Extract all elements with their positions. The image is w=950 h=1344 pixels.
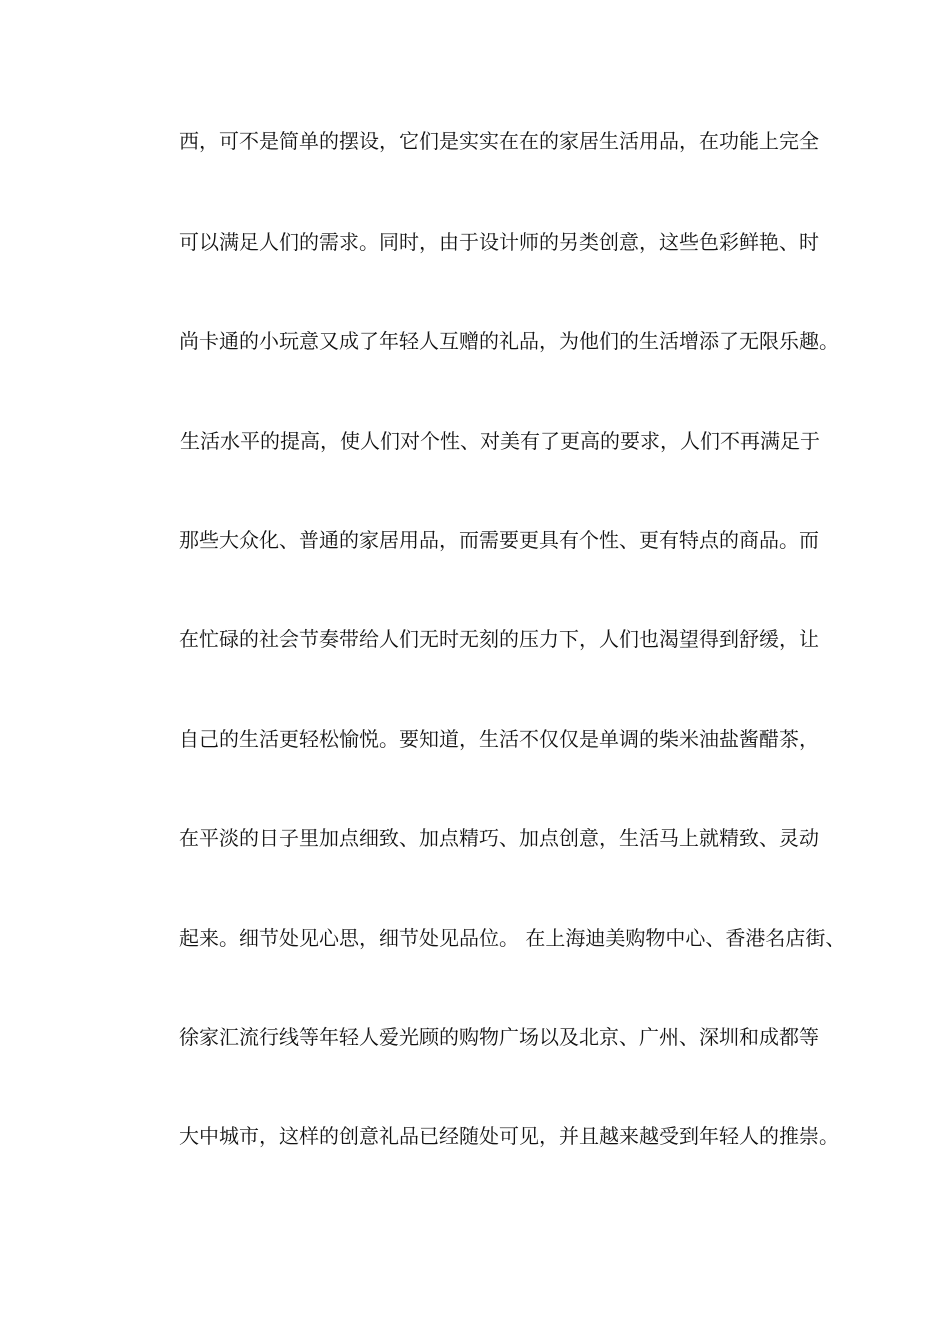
text-line: 大中城市，这样的创意礼品已经随处可见，并且越来越受到年轻人的推崇。 (179, 1124, 839, 1148)
text-line: 起来。细节处见心思，细节处见品位。 在上海迪美购物中心、香港名店街、 (179, 926, 846, 950)
text-line: 生活水平的提高，使人们对个性、对美有了更高的要求，人们不再满足于 (180, 429, 820, 453)
text-line: 可以满足人们的需求。同时，由于设计师的另类创意，这些色彩鲜艳、时 (179, 230, 819, 254)
text-line: 那些大众化、普通的家居用品，而需要更具有个性、更有特点的商品。而 (179, 528, 819, 552)
text-line: 在平淡的日子里加点细致、加点精巧、加点创意，生活马上就精致、灵动 (179, 826, 819, 850)
text-line: 西，可不是简单的摆设，它们是实实在在的家居生活用品，在功能上完全 (179, 129, 819, 153)
text-line: 徐家汇流行线等年轻人爱光顾的购物广场以及北京、广州、深圳和成都等 (179, 1025, 819, 1049)
text-line: 尚卡通的小玩意又成了年轻人互赠的礼品，为他们的生活增添了无限乐趣。 (179, 329, 839, 353)
text-line: 在忙碌的社会节奏带给人们无时无刻的压力下，人们也渴望得到舒缓，让 (179, 627, 819, 651)
text-line: 自己的生活更轻松愉悦。要知道，生活不仅仅是单调的柴米油盐酱醋茶， (179, 727, 819, 751)
